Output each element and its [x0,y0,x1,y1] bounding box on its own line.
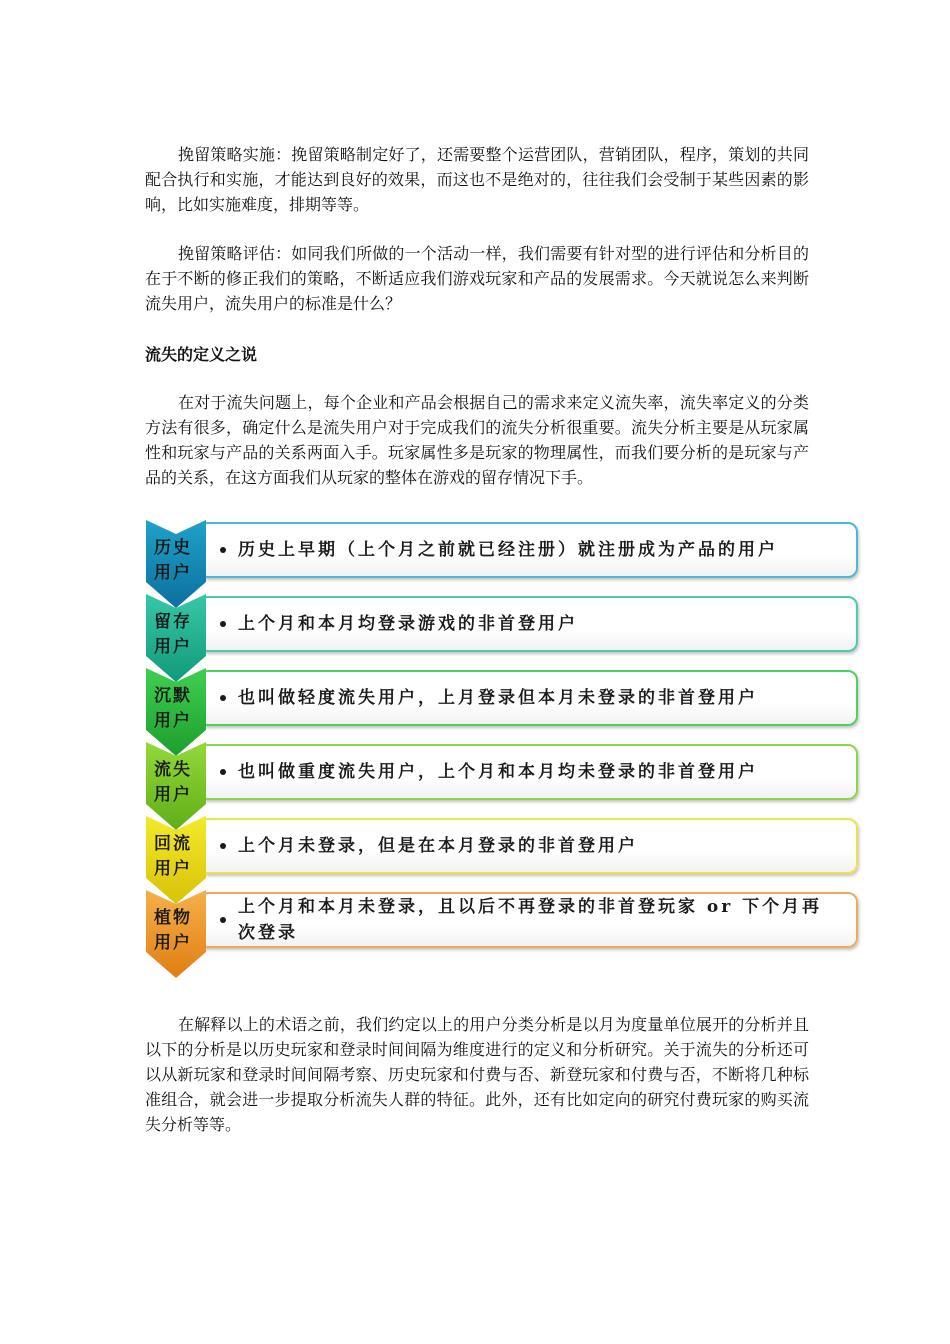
classification-description: 上个月未登录，但是在本月登录的非首登用户 [238,836,638,856]
paragraph-analysis-notes: 在解释以上的术语之前，我们约定以上的用户分类分析是以月为度量单位展开的分析并且以下的分析是以历史玩家和登录时间间隔为维度进行的定义和分析研究。关于流失的分析还可以从新玩家和登录时间间隔考察、历史玩家和付费与否、新登玩家和付费与否，不断将几种标准组合，就会进一步提取分析流失人群的特征。此外，还有比如定向的研究付费玩家的购买流失分析等等。 [145,1015,809,1134]
bullet-icon [220,621,226,627]
classification-description: 历史上早期（上个月之前就已经注册）就注册成为产品的用户 [238,540,778,560]
classification-label: 回流用户 [154,834,192,879]
bullet-icon [220,695,226,701]
classification-row [146,742,858,804]
classification-description-box [198,892,858,948]
bullet-icon [220,843,226,849]
classification-description-box [198,670,858,726]
classification-description: 上个月和本月未登录，且以后不再登录的非首登玩家 or 下个月再次登录 [238,897,823,943]
paragraph-retention-evaluation: 挽留策略评估：如同我们所做的一个活动一样，我们需要有针对型的进行评估和分析目的在于不断的修正我们的策略，不断适应我们游戏玩家和产品的发展需求。今天就说怎么来判断流失用户，流失用户的标准是什么？ [145,244,809,313]
classification-row [146,594,858,656]
user-classification-diagram [146,520,858,960]
classification-description: 上个月和本月均登录游戏的非首登用户 [238,614,578,634]
classification-description-box [198,522,858,578]
classification-description: 也叫做轻度流失用户，上月登录但本月未登录的非首登用户 [238,688,758,708]
bullet-icon [220,769,226,775]
classification-row [146,668,858,730]
classification-label: 历史用户 [154,538,192,583]
classification-row [146,890,858,952]
paragraph-retention-implementation: 挽留策略实施：挽留策略制定好了，还需要整个运营团队，营销团队，程序，策划的共同配合执行和实施，才能达到良好的效果，而这也不是绝对的，往往我们会受制于某些因素的影响，比如实施难度，排期等等。 [145,145,809,214]
bullet-icon [220,547,226,553]
classification-description-box [198,818,858,874]
classification-label: 植物用户 [154,908,192,953]
classification-label: 流失用户 [154,760,192,805]
classification-description-box [198,744,858,800]
classification-chevron [146,890,206,978]
classification-label: 留存用户 [154,612,192,657]
classification-label: 沉默用户 [154,686,192,731]
section-heading: 流失的定义之说 [145,345,258,364]
classification-row [146,816,858,878]
classification-description: 也叫做重度流失用户，上个月和本月均未登录的非首登用户 [238,762,758,782]
bullet-icon [220,917,226,923]
classification-description-box [198,596,858,652]
classification-row [146,520,858,582]
paragraph-churn-definition: 在对于流失问题上，每个企业和产品会根据自己的需求来定义流失率，流失率定义的分类方法有很多，确定什么是流失用户对于完成我们的流失分析很重要。流失分析主要是从玩家属性和玩家与产品的关系两面入手。玩家属性多是玩家的物理属性，而我们要分析的是玩家与产品的关系，在这方面我们从玩家的整体在游戏的留存情况下手。 [145,393,809,487]
